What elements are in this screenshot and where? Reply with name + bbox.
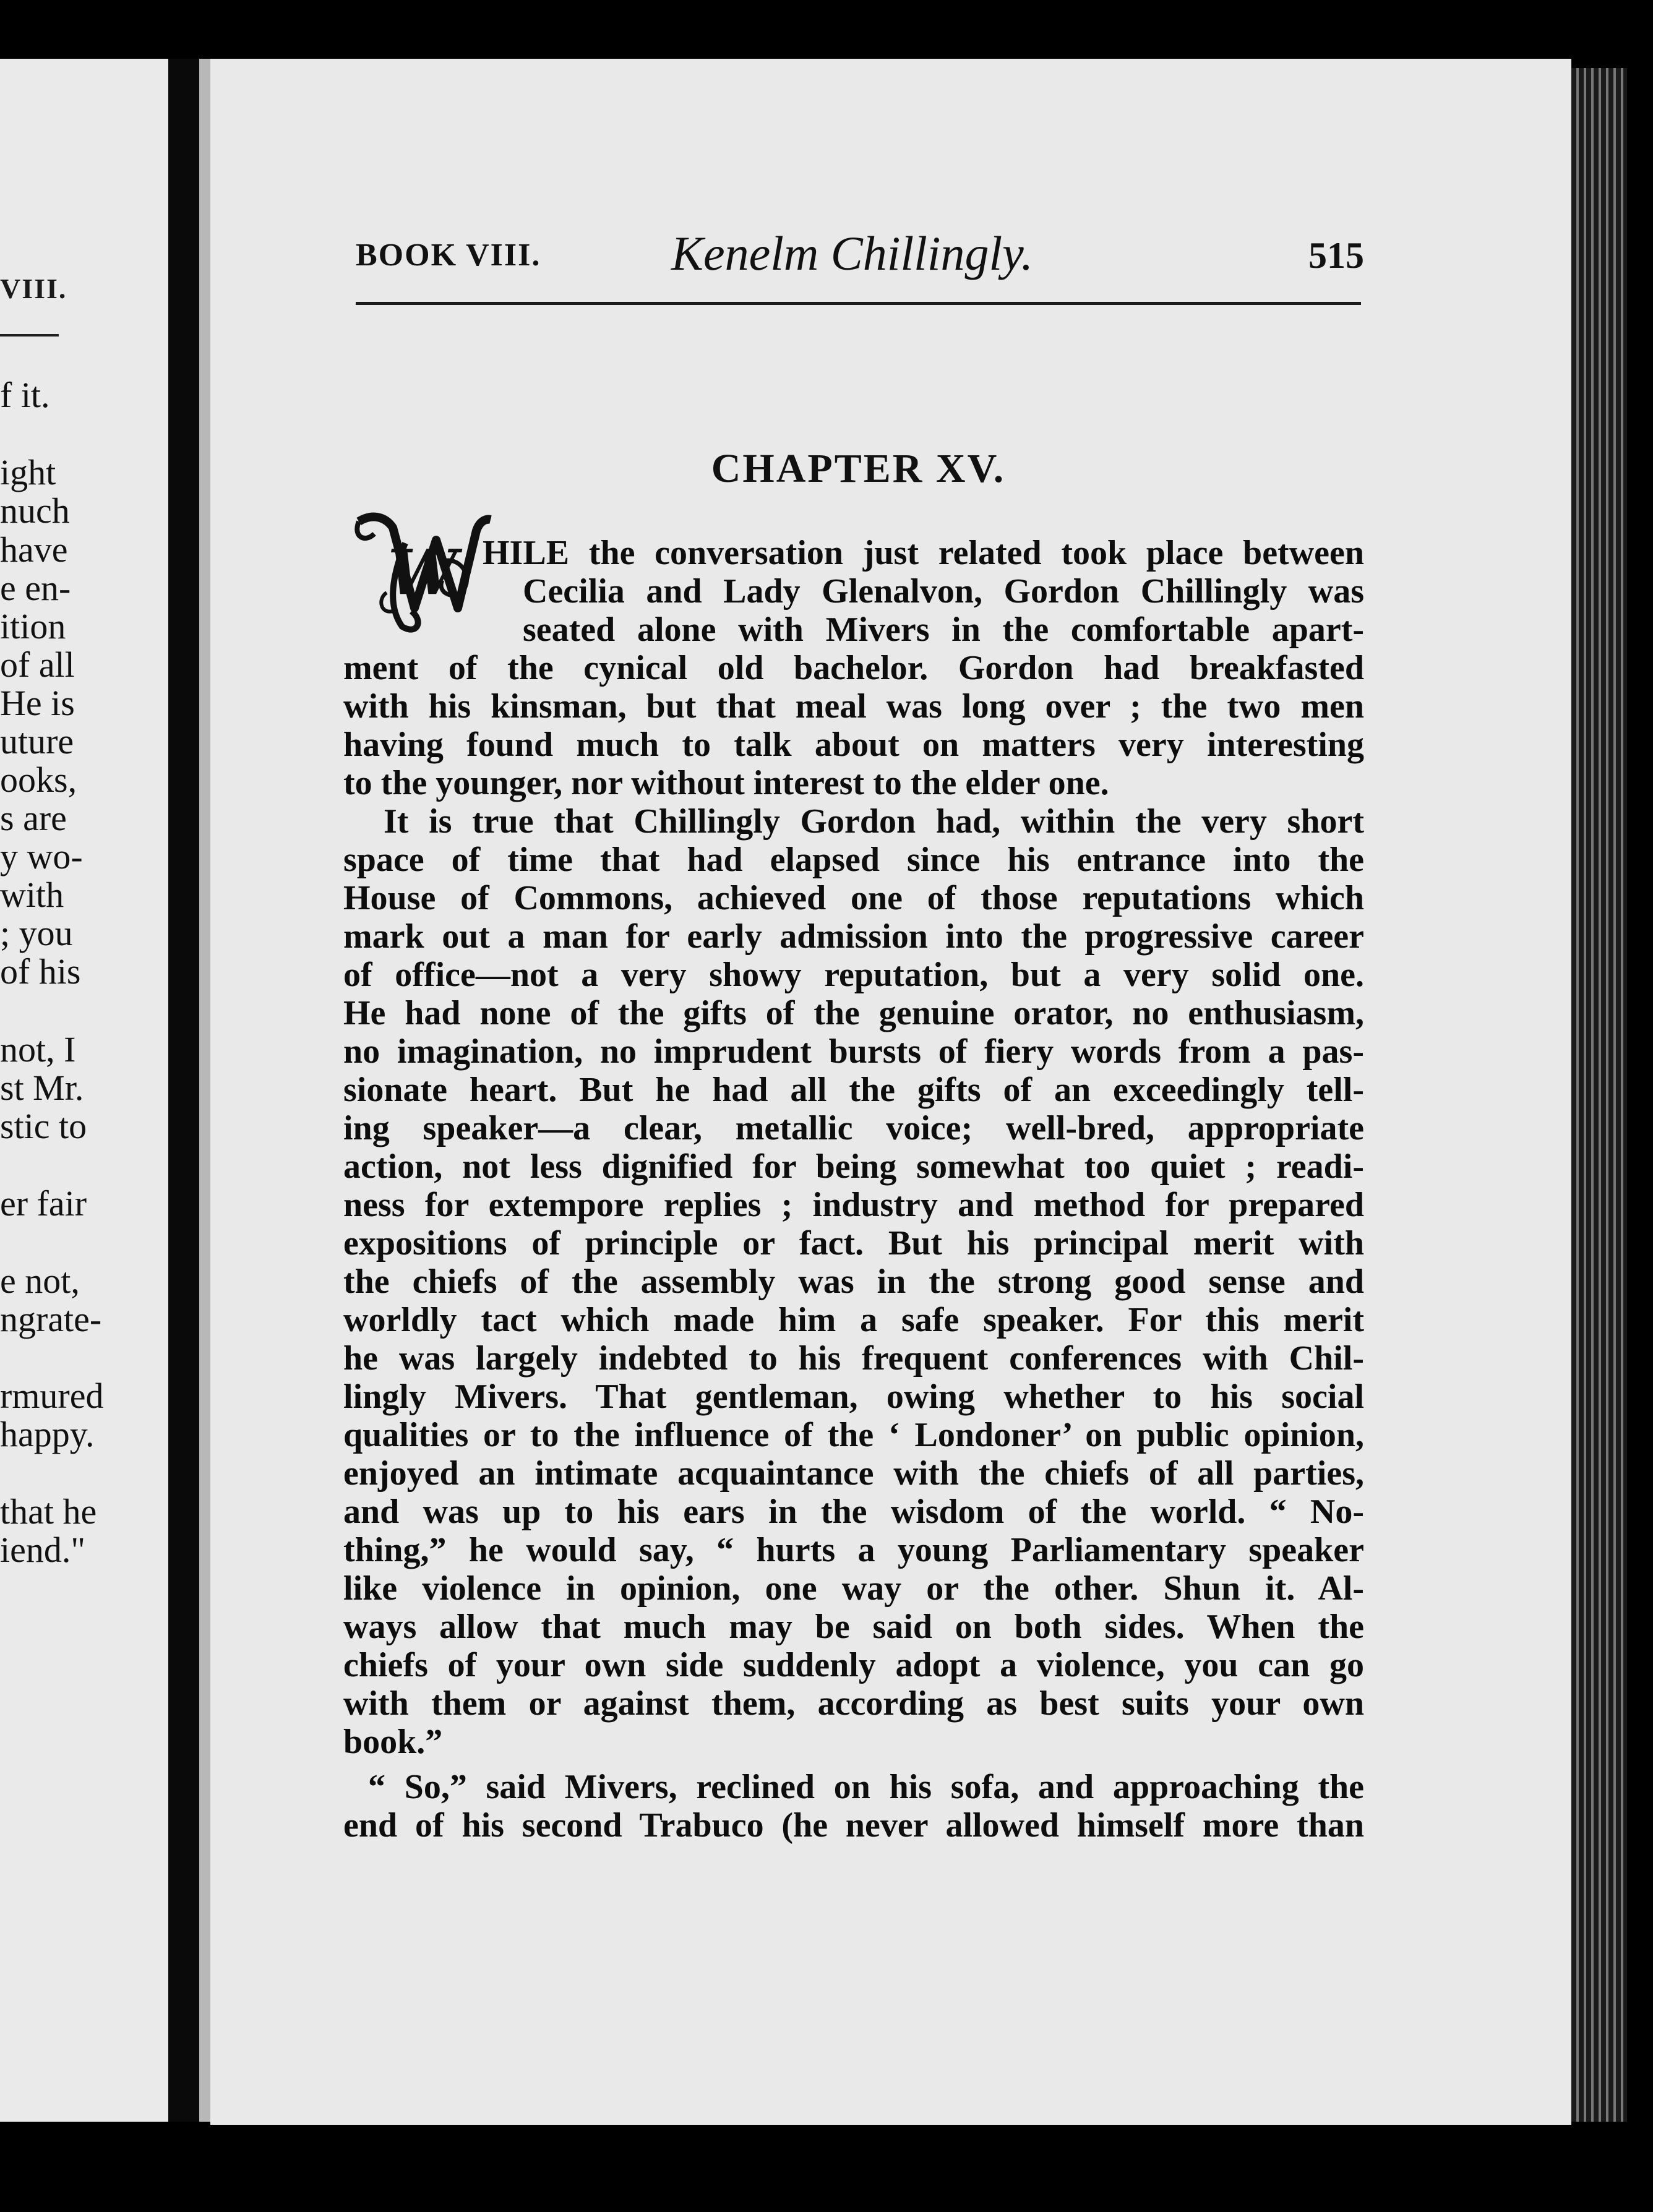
left-fragment: ight	[0, 452, 56, 492]
text-line: ness for extempore replies ; industry and method for prepared	[343, 1186, 1364, 1224]
running-head	[356, 226, 1364, 294]
left-fragment: He is	[0, 683, 75, 723]
drop-cap-ornament	[350, 506, 492, 636]
left-fragment: uture	[0, 721, 74, 761]
text-line: with them or against them, according as best suits your own	[343, 1684, 1364, 1723]
text-line: ment of the cynical old bachelor. Gordon had breakfasted	[343, 649, 1364, 687]
running-title: Kenelm Chillingly.	[671, 226, 1033, 280]
text-line: It is true that Chillingly Gordon had, within the very short	[384, 802, 1364, 841]
text-line: He had none of the gifts of the genuine orator, no enthusiasm,	[343, 994, 1364, 1032]
left-fragment: f it.	[0, 375, 50, 415]
text-line: the chiefs of the assembly was in the strong good sense and	[343, 1262, 1364, 1301]
left-fragment: have	[0, 529, 68, 570]
left-fragment: of his	[0, 951, 81, 992]
left-fragment: er fair	[0, 1183, 87, 1224]
page-number: 515	[1308, 235, 1364, 276]
text-line: “ So,” said Mivers, reclined on his sofa, and approaching the	[368, 1768, 1364, 1806]
text-line: worldly tact which made him a safe speaker. For this merit	[343, 1301, 1364, 1339]
text-line: thing,” he would say, “ hurts a young Parliamentary speaker	[343, 1531, 1364, 1569]
left-fragment: st Mr.	[0, 1068, 84, 1108]
text-line: ways allow that much may be said on both sides. When the	[343, 1608, 1364, 1646]
drop-cap-letter: W	[387, 536, 458, 609]
text-line: sionate heart. But he had all the gifts of an exceedingly tell-	[343, 1071, 1364, 1109]
left-page-rule	[0, 334, 59, 337]
text-line: space of time that had elapsed since his entrance into the	[343, 841, 1364, 879]
page-stack-edge	[1571, 68, 1627, 2122]
book-gutter	[168, 59, 199, 2122]
text-line: HILE the conversation just related took place between	[483, 534, 1364, 572]
left-fragment: ition	[0, 606, 66, 646]
left-fragment: of all	[0, 645, 75, 685]
text-line: enjoyed an intimate acquaintance with the chiefs of all parties,	[343, 1454, 1364, 1493]
text-line: with his kinsman, but that meal was long over ; the two men	[343, 687, 1364, 726]
left-page-header: VIII.	[0, 273, 67, 304]
left-fragment: that he	[0, 1491, 97, 1532]
chapter-title: CHAPTER XV.	[711, 446, 1006, 491]
text-line: mark out a man for early admission into the progressive career	[343, 917, 1364, 956]
text-line: no imagination, no imprudent bursts of fiery words from a pas-	[343, 1032, 1364, 1071]
text-line: ing speaker—a clear, metallic voice; well-bred, appropriate	[343, 1109, 1364, 1147]
header-rule	[356, 302, 1361, 305]
text-line: to the younger, nor without interest to the elder one.	[343, 764, 1109, 802]
text-line: chiefs of your own side suddenly adopt a violence, you can go	[343, 1646, 1364, 1684]
left-fragment: ooks,	[0, 760, 77, 800]
left-fragment: e en-	[0, 568, 71, 608]
text-line: Cecilia and Lady Glenalvon, Gordon Chillingly was	[523, 572, 1364, 611]
text-line: seated alone with Mivers in the comfortable apart-	[523, 611, 1364, 649]
left-fragment: nuch	[0, 491, 70, 531]
text-line: expositions of principle or fact. But his principal merit with	[343, 1224, 1364, 1262]
text-line: having found much to talk about on matters very interesting	[343, 726, 1364, 764]
left-fragment: iend."	[0, 1530, 86, 1570]
left-fragment: not, I	[0, 1029, 76, 1070]
text-line: of office—not a very showy reputation, but a very solid one.	[343, 956, 1364, 994]
book-label: BOOK VIII.	[356, 238, 541, 273]
left-fragment: s are	[0, 798, 67, 838]
left-fragment: rmured	[0, 1376, 104, 1416]
text-line: end of his second Trabuco (he never allowed himself more than	[343, 1806, 1364, 1845]
left-page	[0, 59, 168, 2122]
text-line: he was largely indebted to his frequent conferences with Chil-	[343, 1339, 1364, 1378]
left-fragment: happy.	[0, 1414, 95, 1454]
text-line: House of Commons, achieved one of those reputations which	[343, 879, 1364, 917]
text-line: lingly Mivers. That gentleman, owing whether to his social	[343, 1378, 1364, 1416]
left-fragment: ; you	[0, 913, 73, 953]
left-fragment: y wo-	[0, 836, 83, 877]
text-line: like violence in opinion, one way or the other. Shun it. Al-	[343, 1569, 1364, 1608]
left-fragment: stic to	[0, 1106, 87, 1146]
text-line: action, not less dignified for being somewhat too quiet ; readi-	[343, 1147, 1364, 1186]
text-line: book.”	[343, 1723, 443, 1761]
left-fragment: with	[0, 875, 64, 915]
text-line: and was up to his ears in the wisdom of the world. “ No-	[343, 1493, 1364, 1531]
text-line: qualities or to the influence of the ‘ Londoner’ on public opinion,	[343, 1416, 1364, 1454]
left-fragment: e not,	[0, 1261, 80, 1301]
left-fragment: ngrate-	[0, 1299, 102, 1339]
